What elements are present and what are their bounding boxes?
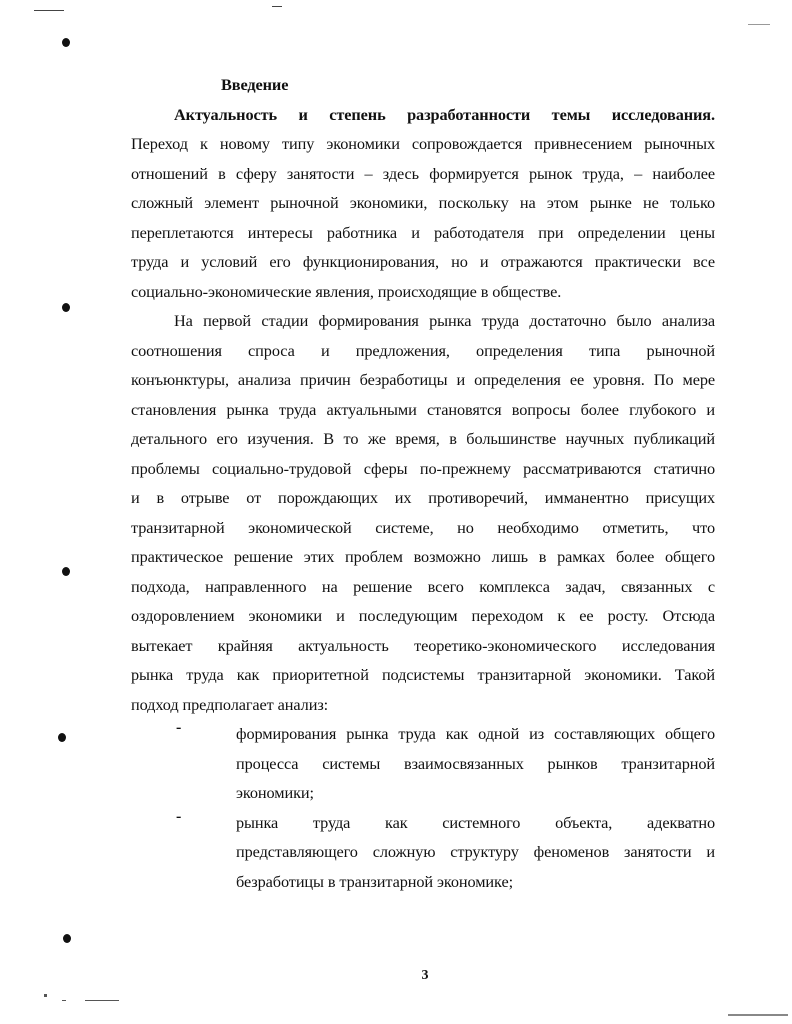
paragraph-line: становления рынка труда актуальными становятся вопросы более глубокого и — [131, 399, 715, 419]
paragraph-line: переплетаются интересы работника и работодателя при определении цены — [131, 222, 715, 242]
paragraph-line: соотношения спроса и предложения, определения типа рыночной — [131, 340, 715, 360]
paragraph-line: отношений в сферу занятости – здесь формируется рынок труда, – наиболее — [131, 163, 715, 183]
list-item-line: представляющего сложную структуру феноменов занятости и — [236, 842, 715, 861]
punch-hole-mark — [62, 303, 70, 312]
page-number: 3 — [421, 968, 429, 983]
paragraph-line: оздоровлением экономики и последующим переходом к ее росту. Отсюда — [131, 606, 715, 625]
punch-hole-mark — [62, 38, 70, 47]
list-item-line: рынка труда как системного объекта, адекватно — [236, 812, 715, 832]
list — [131, 719, 715, 896]
list-item-marker: - — [176, 807, 182, 825]
paragraph-line: подход предполагает анализ: — [131, 694, 329, 714]
list-item — [131, 808, 715, 897]
paragraph-line: практическое решение этих проблем возможно лишь в рамках более общего — [131, 547, 715, 566]
paragraph-line: вытекает крайняя актуальность теоретико-экономического исследования — [131, 635, 715, 655]
paragraph-line: рынка труда как приоритетной подсистемы транзитарной экономики. Такой — [131, 665, 715, 684]
paragraph-line: Переход к новому типу экономики сопровождается привнесением рыночных — [131, 134, 715, 153]
paragraph-line: сложный элемент рыночной экономики, поскольку на этом рынке не только — [131, 193, 715, 212]
paragraph-line: и в отрыве от порождающих их противоречий, имманентно присущих — [131, 488, 715, 507]
scan-artifact-top-mid — [272, 6, 282, 7]
body-text — [131, 70, 715, 896]
list-item-line: формирования рынка труда как одной из составляющих общего — [236, 724, 715, 743]
scan-artifact-bottom — [44, 994, 47, 997]
punch-hole-mark — [62, 567, 70, 576]
list-item-marker: - — [176, 719, 182, 736]
scan-artifact-bottom — [85, 1000, 119, 1001]
page-heading: Введение — [221, 75, 289, 94]
scan-artifact-top-left — [34, 10, 64, 11]
list-item-line: экономики; — [236, 783, 314, 802]
section-title: Актуальность и степень разработанности темы исследования. — [174, 104, 715, 124]
list-item — [131, 719, 715, 808]
paragraph-line: подхода, направленного на решение всего комплекса задач, связанных с — [131, 576, 715, 596]
scan-artifact-top-right — [748, 24, 770, 25]
scan-artifact-bottom — [62, 1000, 66, 1001]
list-item-line: процесса системы взаимосвязанных рынков транзитарной — [236, 753, 715, 773]
paragraph-line: детального его изучения. В то же время, в большинстве научных публикаций — [131, 429, 715, 448]
paragraph-line: конъюнктуры, анализа причин безработицы и определения ее уровня. По мере — [131, 370, 715, 389]
paragraph-line: труда и условий его функционирования, но и отражаются практически все — [131, 252, 715, 271]
punch-hole-mark — [58, 733, 66, 742]
paragraph-line: социально-экономические явления, происходящие в обществе. — [131, 281, 562, 301]
list-item-line: безработицы в транзитарной экономике; — [236, 871, 513, 891]
paragraph-line: На первой стадии формирования рынка труда достаточно было анализа — [174, 311, 715, 330]
paragraph-2 — [131, 306, 715, 719]
paragraph-1 — [131, 129, 715, 306]
paragraph-line: проблемы социально-трудовой сферы по-прежнему рассматриваются статично — [131, 458, 715, 478]
punch-hole-mark — [63, 934, 71, 943]
scan-artifact-bottom-right — [728, 1014, 788, 1016]
paragraph-line: транзитарной экономической системе, но необходимо отметить, что — [131, 517, 715, 537]
